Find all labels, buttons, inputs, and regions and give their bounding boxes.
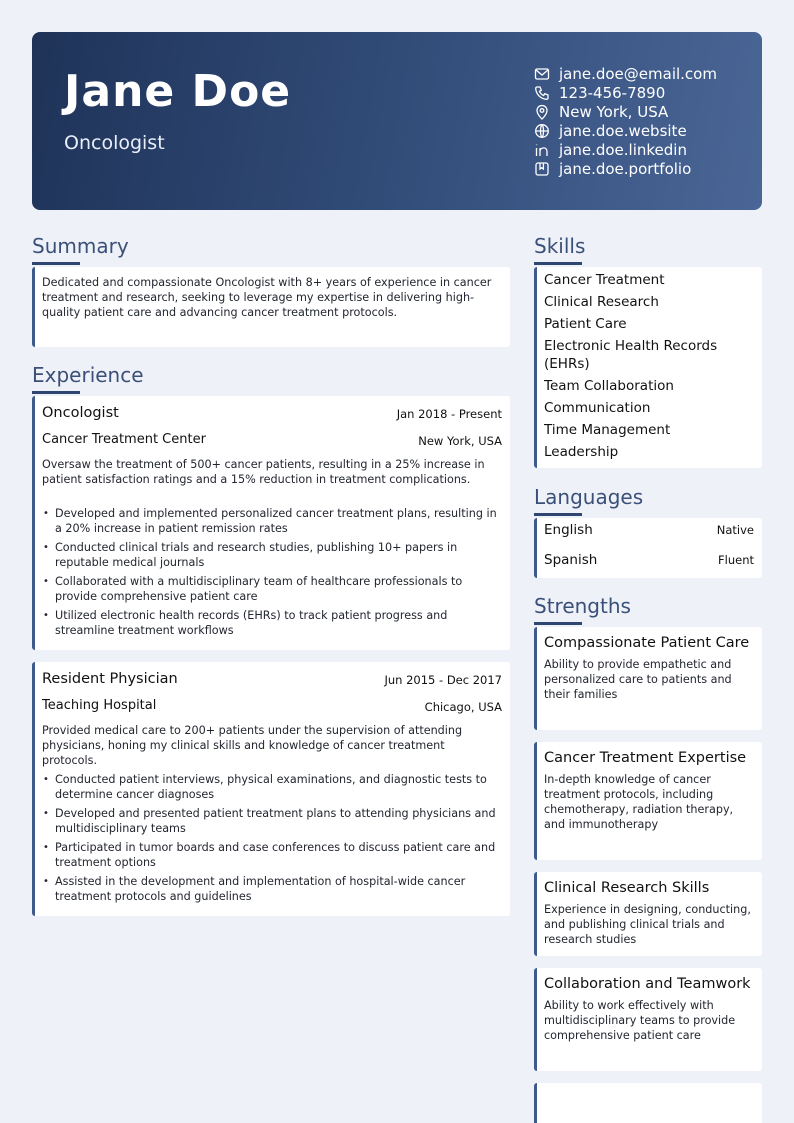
job-dates: Jun 2015 - Dec 2017 <box>384 673 502 687</box>
strength-title: Cancer Treatment Expertise <box>544 750 747 766</box>
contact-website-text: jane.doe.website <box>559 121 687 140</box>
skill-item: Time Management <box>544 422 671 438</box>
job-company: Cancer Treatment Center <box>42 432 206 447</box>
language-level: Native <box>716 523 754 537</box>
strength-description: Ability to provide empathetic and personalized care to patients and their families <box>544 658 732 701</box>
language-row <box>544 552 754 568</box>
job-bullets <box>42 506 500 642</box>
strength-title: Compassionate Patient Care <box>544 635 750 651</box>
skill-item: Patient Care <box>544 316 627 332</box>
contact-list <box>534 64 717 178</box>
language-name: English <box>544 522 593 538</box>
strength-description: In-depth knowledge of cancer treatment protocols, including chemotherapy, radiation therapy, and immunotherapy <box>544 773 734 831</box>
job-location: Chicago, USA <box>424 700 502 714</box>
strength-card <box>534 872 762 956</box>
job-bullet: • Participated in tumor boards and case conferences to discuss patient care and treatment options <box>42 840 500 870</box>
skill-item: Clinical Research <box>544 294 659 310</box>
job-location: New York, USA <box>418 434 502 448</box>
job-bullet: • Collaborated with a multidisciplinary team of healthcare professionals to provide comprehensive patient care <box>42 574 500 604</box>
job-dates: Jan 2018 - Present <box>396 407 502 421</box>
linkedin-icon <box>534 142 550 158</box>
location-icon <box>534 104 550 120</box>
strengths-heading: Strengths <box>534 594 631 618</box>
experience-item <box>32 662 510 916</box>
phone-icon <box>534 85 550 101</box>
job-description: Oversaw the treatment of 500+ cancer patients, resulting in a 25% increase in patient satisfaction ratings and a 15% reduction in treatment complications. <box>42 458 485 486</box>
job-title: Resident Physician <box>42 671 178 687</box>
language-row <box>544 522 754 538</box>
skill-item: Electronic Health Records (EHRs) <box>544 338 718 372</box>
strength-card <box>534 968 762 1071</box>
strength-card <box>534 742 762 860</box>
language-level: Fluent <box>718 553 754 567</box>
skill-item: Cancer Treatment <box>544 272 665 288</box>
languages-card <box>534 518 762 578</box>
contact-email-text: jane.doe@email.com <box>559 64 717 83</box>
skill-item: Communication <box>544 400 651 416</box>
candidate-role: Oncologist <box>64 132 165 154</box>
strength-title: Clinical Research Skills <box>544 880 710 896</box>
strength-card-partial <box>534 1083 762 1123</box>
languages-heading: Languages <box>534 485 644 509</box>
summary-heading: Summary <box>32 234 129 258</box>
skill-item: Team Collaboration <box>544 378 674 394</box>
experience-item <box>32 396 510 650</box>
job-bullet: • Conducted patient interviews, physical examinations, and diagnostic tests to determine cancer diagnoses <box>42 772 500 802</box>
contact-phone[interactable] <box>534 83 717 102</box>
job-title: Oncologist <box>42 405 119 421</box>
contact-location-text: New York, USA <box>559 102 669 121</box>
strength-card <box>534 627 762 730</box>
mail-icon <box>534 66 550 82</box>
job-bullet: • Conducted clinical trials and research studies, publishing 10+ papers in reputable medical journals <box>42 540 500 570</box>
contact-portfolio[interactable] <box>534 159 717 178</box>
resume-header <box>32 32 762 210</box>
job-bullet: • Assisted in the development and implementation of hospital-wide cancer treatment protocols and guidelines <box>42 874 500 904</box>
job-description: Provided medical care to 200+ patients under the supervision of attending physicians, honing my clinical skills and knowledge of cancer treatment protocols. <box>42 724 463 767</box>
job-bullet: • Developed and implemented personalized cancer treatment plans, resulting in a 20% increase in patient remission rates <box>42 506 500 536</box>
job-bullet: • Developed and presented patient treatment plans to attending physicians and multidisciplinary teams <box>42 806 500 836</box>
portfolio-icon <box>534 161 550 177</box>
contact-location <box>534 102 717 121</box>
summary-text: Dedicated and compassionate Oncologist with 8+ years of experience in cancer treatment and research, seeking to leverage my expertise in delivering high-quality patient care and advancing cancer treatment protocols. <box>42 276 492 319</box>
skills-card <box>534 267 762 468</box>
contact-linkedin[interactable] <box>534 140 717 159</box>
language-name: Spanish <box>544 552 598 568</box>
job-company: Teaching Hospital <box>42 698 157 713</box>
contact-website[interactable] <box>534 121 717 140</box>
experience-heading: Experience <box>32 363 144 387</box>
job-bullets <box>42 772 500 908</box>
contact-phone-text: 123-456-7890 <box>559 83 666 102</box>
strength-description: Ability to work effectively with multidisciplinary teams to provide comprehensive patient care <box>544 999 736 1042</box>
strength-title: Collaboration and Teamwork <box>544 976 751 992</box>
contact-linkedin-text: jane.doe.linkedin <box>559 140 687 159</box>
job-bullet: • Utilized electronic health records (EHRs) to track patient progress and streamline treatment workflows <box>42 608 500 638</box>
contact-email[interactable] <box>534 64 717 83</box>
contact-portfolio-text: jane.doe.portfolio <box>559 159 692 178</box>
summary-card <box>32 267 510 347</box>
skill-item: Leadership <box>544 444 619 460</box>
skills-heading: Skills <box>534 234 586 258</box>
strength-description: Experience in designing, conducting, and publishing clinical trials and research studies <box>544 903 751 946</box>
candidate-name: Jane Doe <box>64 66 292 117</box>
globe-icon <box>534 123 550 139</box>
